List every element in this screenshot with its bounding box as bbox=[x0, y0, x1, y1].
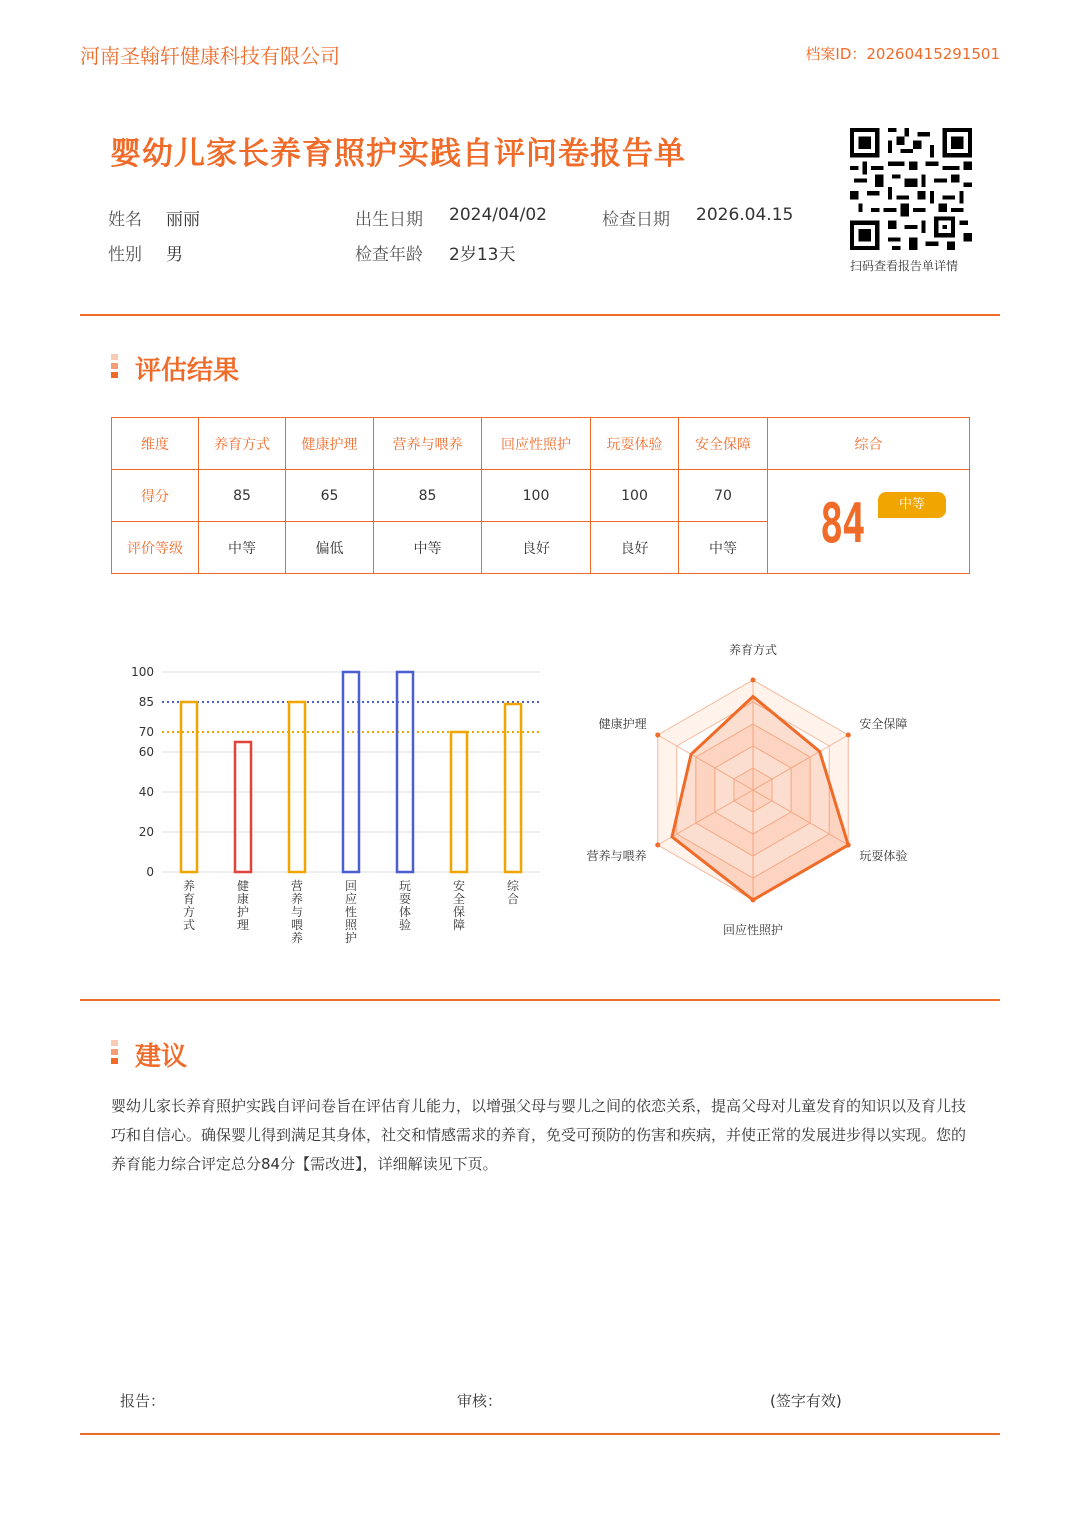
results-table bbox=[111, 417, 970, 574]
section-marker-icon bbox=[111, 354, 118, 380]
y-tick-label: 0 bbox=[146, 865, 154, 879]
radar-axis-label: 营养与喂养 bbox=[586, 849, 647, 863]
level-cell: 中等 bbox=[374, 522, 482, 574]
check-date-value: 2026.04.15 bbox=[696, 205, 794, 225]
archive-id bbox=[805, 43, 1000, 64]
level-header: 评价等级 bbox=[112, 522, 199, 574]
company-name: 河南圣翰轩健康科技有限公司 bbox=[80, 44, 340, 68]
total-header: 综合 bbox=[768, 418, 970, 470]
x-tick-label: 安全保障 bbox=[452, 879, 466, 932]
total-cell bbox=[768, 470, 970, 574]
check-date-label: 检查日期 bbox=[602, 210, 670, 230]
birth-value: 2024/04/02 bbox=[449, 205, 547, 225]
radar-axis-dot bbox=[655, 843, 660, 848]
divider-top bbox=[80, 314, 1000, 316]
dimension-name: 回应性照护 bbox=[482, 418, 591, 470]
level-cell: 中等 bbox=[679, 522, 768, 574]
score-cell: 85 bbox=[374, 470, 482, 522]
level-cell: 偏低 bbox=[286, 522, 374, 574]
divider-middle bbox=[80, 999, 1000, 1001]
x-tick-label: 回应性照护 bbox=[344, 879, 358, 945]
x-tick-label: 综合 bbox=[506, 879, 520, 906]
radar-axis-label: 安全保障 bbox=[859, 717, 908, 731]
radar-axis-dot bbox=[751, 678, 756, 683]
advice-section-title: 建议 bbox=[135, 1042, 188, 1072]
y-tick-label: 20 bbox=[138, 825, 154, 839]
bar bbox=[343, 672, 359, 872]
report-title: 婴幼儿家长养育照护实践自评问卷报告单 bbox=[110, 136, 686, 172]
radar-axis-label: 回应性照护 bbox=[722, 923, 784, 937]
radar-axis-label: 养育方式 bbox=[728, 643, 778, 657]
gender-label: 性别 bbox=[108, 245, 142, 265]
bar bbox=[235, 742, 251, 872]
bar-chart bbox=[110, 650, 560, 960]
age-value: 2岁13天 bbox=[449, 245, 516, 265]
radar-axis-label: 玩耍体验 bbox=[859, 849, 908, 863]
report-signature-label: 报告： bbox=[120, 1392, 166, 1410]
signature-note: (签字有效) bbox=[770, 1392, 842, 1410]
radar-axis-label: 健康护理 bbox=[598, 717, 647, 731]
name-label: 姓名 bbox=[108, 210, 142, 230]
level-cell: 良好 bbox=[482, 522, 591, 574]
y-tick-label: 100 bbox=[131, 665, 154, 679]
x-tick-label: 玩耍体验 bbox=[398, 879, 412, 932]
dimension-name: 健康护理 bbox=[286, 418, 374, 470]
score-cell: 70 bbox=[679, 470, 768, 522]
section-marker-icon bbox=[111, 1040, 118, 1066]
dimension-name: 玩耍体验 bbox=[591, 418, 679, 470]
y-tick-label: 40 bbox=[138, 785, 154, 799]
dimension-name: 营养与喂养 bbox=[374, 418, 482, 470]
total-level-badge: 中等 bbox=[878, 492, 946, 518]
radar-axis-dot bbox=[655, 733, 660, 738]
advice-text: 婴幼儿家长养育照护实践自评问卷旨在评估育儿能力，以增强父母与婴儿之间的依恋关系，提高父母对儿童发育的知识以及育儿技巧和自信心。确保婴儿得到满足其身体，社交和情感需求的养育，免受可预防的伤害和疾病，并使正常的发展进步得以实现。您的养育能力综合评定总分84分【需改进】，详细解读见下页。 bbox=[111, 1097, 967, 1173]
dimension-name: 安全保障 bbox=[679, 418, 768, 470]
level-cell: 良好 bbox=[591, 522, 679, 574]
review-signature-label: 审核： bbox=[457, 1392, 503, 1410]
dimension-row bbox=[112, 418, 970, 470]
bar bbox=[451, 732, 467, 872]
score-cell: 100 bbox=[591, 470, 679, 522]
radar-chart bbox=[585, 643, 925, 937]
bar bbox=[289, 702, 305, 872]
score-cell: 100 bbox=[482, 470, 591, 522]
score-cell: 85 bbox=[199, 470, 286, 522]
x-tick-label: 养育方式 bbox=[182, 879, 196, 932]
results-section-title: 评估结果 bbox=[135, 356, 240, 386]
y-tick-label: 70 bbox=[138, 725, 154, 739]
bar bbox=[397, 672, 413, 872]
radar-axis-dot bbox=[846, 733, 851, 738]
age-label: 检查年龄 bbox=[355, 245, 423, 265]
gender-value: 男 bbox=[166, 245, 183, 265]
x-tick-label: 营养与喂养 bbox=[290, 879, 304, 945]
score-header: 得分 bbox=[112, 470, 199, 522]
archive-label: 档案ID： bbox=[805, 45, 867, 63]
y-tick-label: 60 bbox=[138, 745, 154, 759]
dimension-name: 养育方式 bbox=[199, 418, 286, 470]
divider-bottom bbox=[80, 1433, 1000, 1435]
qr-code[interactable] bbox=[850, 128, 972, 250]
qr-caption: 扫码查看报告单详情 bbox=[850, 259, 959, 273]
total-score: 84 bbox=[820, 492, 864, 555]
score-cell: 65 bbox=[286, 470, 374, 522]
bar bbox=[505, 704, 521, 872]
archive-value: 20260415291501 bbox=[866, 45, 1000, 63]
y-tick-label: 85 bbox=[138, 695, 154, 709]
x-tick-label: 健康护理 bbox=[236, 879, 250, 932]
dimension-header: 维度 bbox=[112, 418, 199, 470]
name-value: 丽丽 bbox=[166, 210, 200, 230]
bar bbox=[181, 702, 197, 872]
birth-label: 出生日期 bbox=[355, 210, 423, 230]
level-cell: 中等 bbox=[199, 522, 286, 574]
score-row bbox=[112, 470, 970, 522]
